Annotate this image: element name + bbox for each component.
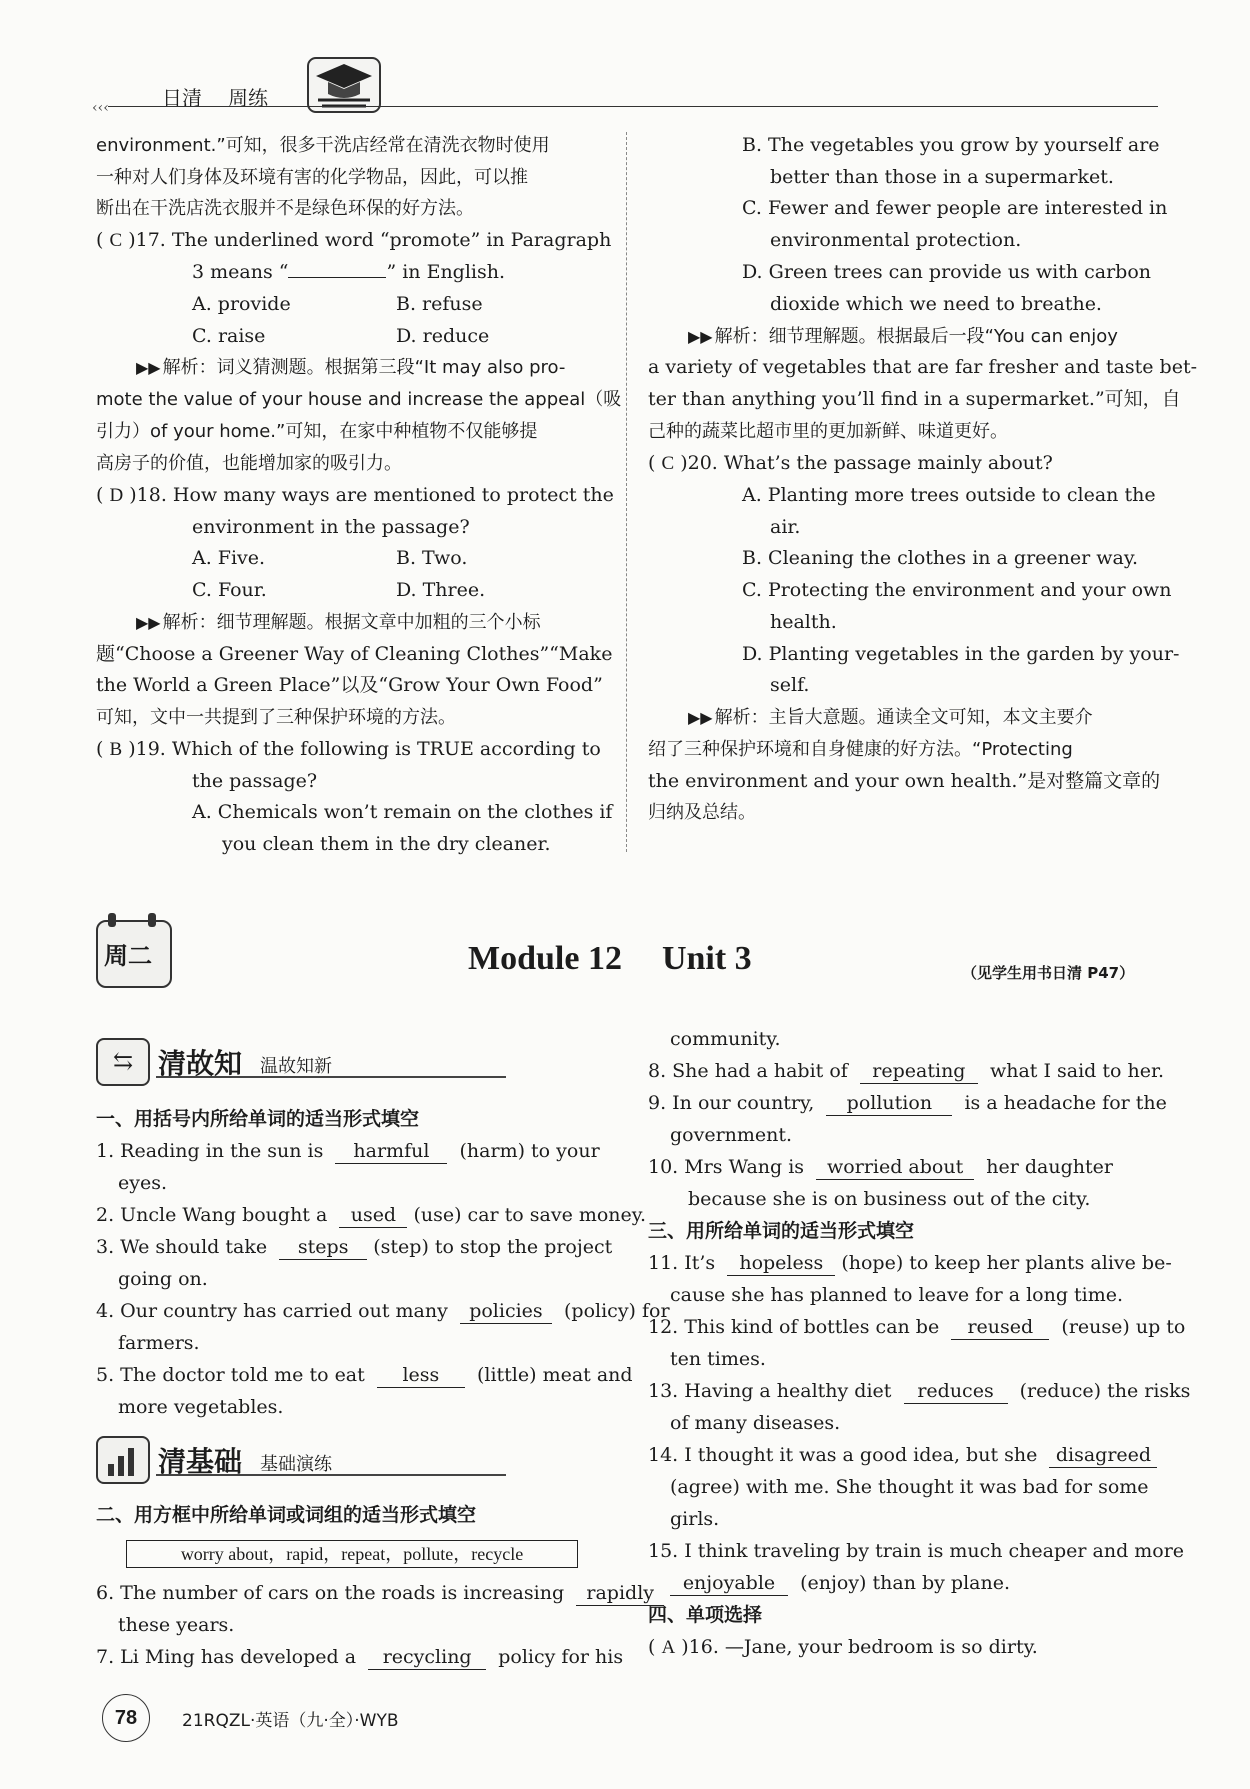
text-line: 断出在干洗店洗衣服并不是绿色环保的好方法。 bbox=[96, 198, 474, 219]
question-15: 15. I think traveling by train is much cheaper and more bbox=[648, 1540, 1185, 1562]
text-line: 一种对人们身体及环境有害的化学物品，因此，可以推 bbox=[96, 167, 528, 188]
module-ref: （见学生用书日清 P47） bbox=[962, 964, 1135, 982]
question-14-cont: (agree) with me. She thought it was bad for some bbox=[670, 1476, 1149, 1498]
header-weekly: 周练 bbox=[228, 86, 268, 110]
answer-16: A bbox=[661, 1637, 676, 1658]
question-13: 13. Having a healthy diet reduces (reduce) the risks bbox=[648, 1380, 1191, 1402]
text-line: 题“Choose a Greener Way of Cleaning Clothes”“Make bbox=[96, 643, 613, 665]
word-box-text: worry about，rapid，repeat，pollute，recycle bbox=[180, 1544, 524, 1564]
option-d: D. reduce bbox=[396, 325, 490, 347]
question-14: 14. I thought it was a good idea, but she disagreed bbox=[648, 1440, 1157, 1471]
explanation-18: ▶▶ 解析：细节理解题。根据文章中加粗的三个小标 bbox=[136, 612, 541, 633]
text-line: ter than anything you’ll find in a supermarket.”可知，自 bbox=[648, 388, 1181, 410]
answer-blank: enjoyable bbox=[670, 1571, 788, 1596]
page-number: 78 bbox=[114, 1707, 138, 1729]
option-a: A. provide bbox=[192, 293, 291, 315]
question-7: 7. Li Ming has developed a recycling policy for his bbox=[96, 1646, 624, 1668]
question-5-cont: more vegetables. bbox=[118, 1396, 284, 1418]
text-line: 归纳及总结。 bbox=[648, 802, 756, 823]
question-6: 6. The number of cars on the roads is increasing rapidly bbox=[96, 1578, 664, 1609]
day-label: 周二 bbox=[104, 942, 152, 970]
answer-blank: repeating bbox=[860, 1059, 978, 1084]
option-a: A. Planting more trees outside to clean the bbox=[742, 484, 1156, 506]
text-line: the World a Green Place”以及“Grow Your Own Food” bbox=[96, 674, 603, 696]
answer-blank: disagreed bbox=[1049, 1443, 1157, 1468]
bar-chart-icon bbox=[96, 1436, 150, 1484]
module-title: Module 12 Unit 3 bbox=[468, 940, 752, 977]
question-10: 10. Mrs Wang is worried about her daughter bbox=[648, 1156, 1113, 1178]
arrows-icon: ⇆ bbox=[96, 1038, 150, 1086]
header-daily: 日清 bbox=[162, 86, 202, 110]
answer-blank: policies bbox=[460, 1299, 552, 1324]
question-14-cont: girls. bbox=[670, 1508, 720, 1530]
option-c-cont: health. bbox=[770, 611, 837, 633]
explanation-19: ▶▶ 解析：细节理解题。根据最后一段“You can enjoy bbox=[688, 326, 1118, 347]
answer-blank: reused bbox=[951, 1315, 1049, 1340]
section-title: 二、用方框中所给单词或词组的适当形式填空 bbox=[96, 1504, 477, 1526]
text-line: 高房子的价值，也能增加家的吸引力。 bbox=[96, 453, 402, 474]
text-line: 引力）of your home.”可知，在家中种植物不仅能够提 bbox=[96, 421, 538, 442]
column-divider bbox=[626, 132, 627, 852]
explanation-20: ▶▶ 解析：主旨大意题。通读全文可知，本文主要介 bbox=[688, 707, 1093, 728]
answer-blank: steps bbox=[279, 1235, 367, 1260]
question-20: ( C )20. What’s the passage mainly about? bbox=[648, 452, 1053, 474]
question-17-stem: 3 means “ ” in English. bbox=[192, 261, 506, 283]
question-19-stem: the passage? bbox=[192, 770, 318, 792]
question-3-cont: going on. bbox=[118, 1268, 208, 1290]
day-tab bbox=[96, 920, 172, 988]
option-d-cont: self. bbox=[770, 674, 810, 696]
question-2: 2. Uncle Wang bought a used (use) car to save money. bbox=[96, 1204, 647, 1226]
option-a-cont: air. bbox=[770, 516, 801, 538]
option-b: B. Cleaning the clothes in a greener way. bbox=[742, 547, 1139, 569]
page-number-badge bbox=[102, 1694, 150, 1742]
section-title: 四、单项选择 bbox=[648, 1604, 763, 1626]
answer-blank: hopeless bbox=[727, 1251, 835, 1276]
question-19: ( B )19. Which of the following is TRUE according to bbox=[96, 738, 601, 760]
banner-subtitle: 温故知新 bbox=[260, 1056, 332, 1077]
option-a: A. Five. bbox=[192, 547, 266, 569]
page-header bbox=[88, 62, 1158, 114]
answer-20: C bbox=[661, 453, 675, 474]
question-7-cont: community. bbox=[670, 1028, 781, 1050]
question-9: 9. In our country, pollution is a headache for the bbox=[648, 1092, 1167, 1114]
option-d: D. Planting vegetables in the garden by your- bbox=[742, 643, 1180, 665]
question-9-cont: government. bbox=[670, 1124, 793, 1146]
option-d: D. Green trees can provide us with carbon bbox=[742, 261, 1152, 283]
banner-subtitle: 基础演练 bbox=[260, 1454, 332, 1475]
option-b: B. refuse bbox=[396, 293, 483, 315]
header-rule bbox=[108, 106, 1158, 107]
question-1: 1. Reading in the sun is harmful (harm) to your bbox=[96, 1140, 600, 1162]
answer-blank: reduces bbox=[904, 1379, 1008, 1404]
answer-17: C bbox=[109, 230, 123, 251]
answer-blank: worried about bbox=[816, 1155, 974, 1180]
word-box bbox=[126, 1540, 578, 1568]
text-line: a variety of vegetables that are far fresher and taste bet- bbox=[648, 356, 1197, 378]
answer-blank: recycling bbox=[368, 1645, 486, 1670]
section-title: 三、用所给单词的适当形式填空 bbox=[648, 1220, 915, 1242]
question-18: ( D )18. How many ways are mentioned to protect the bbox=[96, 484, 614, 506]
section-banner bbox=[96, 1436, 506, 1482]
question-6-cont: these years. bbox=[118, 1614, 235, 1636]
question-3: 3. We should take steps (step) to stop the project bbox=[96, 1236, 613, 1258]
question-1-cont: eyes. bbox=[118, 1172, 168, 1194]
question-13-cont: of many diseases. bbox=[670, 1412, 841, 1434]
answer-blank: less bbox=[377, 1363, 465, 1388]
option-d-cont: dioxide which we need to breathe. bbox=[770, 293, 1102, 315]
section-banner bbox=[96, 1038, 506, 1084]
answer-blank: rapidly bbox=[576, 1581, 664, 1606]
answer-18: D bbox=[109, 485, 124, 506]
question-12-cont: ten times. bbox=[670, 1348, 766, 1370]
question-12: 12. This kind of bottles can be reused (reuse) up to bbox=[648, 1316, 1186, 1338]
header-arrows: ‹‹‹ bbox=[92, 100, 109, 116]
footer-code: 21RQZL·英语（九·全）·WYB bbox=[182, 1711, 399, 1731]
question-10-cont: because she is on business out of the city. bbox=[688, 1188, 1091, 1210]
question-11-cont: cause she has planned to leave for a long time. bbox=[670, 1284, 1124, 1306]
option-c: C. Protecting the environment and your own bbox=[742, 579, 1172, 601]
answer-blank: harmful bbox=[335, 1139, 447, 1164]
question-4-cont: farmers. bbox=[118, 1332, 200, 1354]
option-c: C. Four. bbox=[192, 579, 267, 601]
text-line: mote the value of your house and increase the appeal（吸 bbox=[96, 389, 622, 410]
option-a-cont: you clean them in the dry cleaner. bbox=[222, 833, 551, 855]
text-line: 可知，文中一共提到了三种保护环境的方法。 bbox=[96, 707, 456, 728]
question-17: ( C )17. The underlined word “promote” in Paragraph bbox=[96, 229, 612, 251]
text-line: 绍了三种保护环境和自身健康的好方法。“Protecting bbox=[648, 739, 1073, 760]
text-line: 己种的蔬菜比超市里的更加新鲜、味道更好。 bbox=[648, 421, 1008, 442]
answer-blank: pollution bbox=[826, 1091, 952, 1116]
option-c-cont: environmental protection. bbox=[770, 229, 1022, 251]
option-c: C. Fewer and fewer people are interested in bbox=[742, 197, 1168, 219]
explanation-17: ▶▶ 解析：词义猜测题。根据第三段“It may also pro- bbox=[136, 357, 566, 378]
question-8: 8. She had a habit of repeating what I said to her. bbox=[648, 1060, 1165, 1082]
option-b: B. Two. bbox=[396, 547, 468, 569]
text-line: the environment and your own health.”是对整篇文章的 bbox=[648, 770, 1161, 792]
text-line: environment.”可知，很多干洗店经常在清洗衣物时使用 bbox=[96, 135, 550, 156]
option-a: A. Chemicals won’t remain on the clothes if bbox=[192, 801, 613, 823]
answer-19: B bbox=[109, 739, 123, 760]
banner-title: 清故知 bbox=[158, 1047, 243, 1080]
blank bbox=[288, 277, 386, 278]
option-c: C. raise bbox=[192, 325, 266, 347]
question-15-cont: enjoyable (enjoy) than by plane. bbox=[670, 1568, 1010, 1599]
question-11: 11. It’s hopeless (hope) to keep her plants alive be- bbox=[648, 1252, 1172, 1274]
question-16: ( A )16. —Jane, your bedroom is so dirty. bbox=[648, 1636, 1038, 1658]
banner-title: 清基础 bbox=[158, 1445, 243, 1478]
option-b: B. The vegetables you grow by yourself are bbox=[742, 134, 1160, 156]
option-d: D. Three. bbox=[396, 579, 486, 601]
question-4: 4. Our country has carried out many policies (policy) for bbox=[96, 1300, 670, 1322]
question-18-stem: environment in the passage? bbox=[192, 516, 470, 538]
section-title: 一、用括号内所给单词的适当形式填空 bbox=[96, 1108, 420, 1130]
option-b-cont: better than those in a supermarket. bbox=[770, 166, 1114, 188]
answer-blank: used bbox=[339, 1203, 407, 1228]
question-5: 5. The doctor told me to eat less (little) meat and bbox=[96, 1364, 633, 1386]
